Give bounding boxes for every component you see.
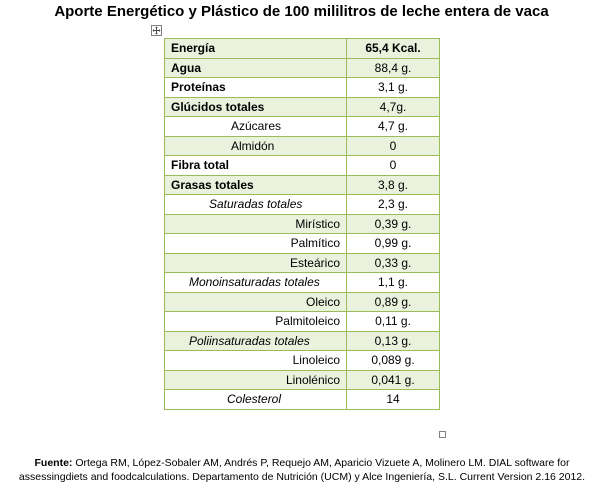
nutrition-table xyxy=(164,38,440,410)
table-row xyxy=(165,195,440,215)
nutrient-label: Esteárico xyxy=(165,253,347,273)
nutrient-label: Palmitoleico xyxy=(165,312,347,332)
nutrient-value: 2,3 g. xyxy=(347,195,440,215)
table-row xyxy=(165,156,440,176)
nutrient-label: Poliinsaturadas totales xyxy=(165,331,347,351)
nutrient-value: 0 xyxy=(347,156,440,176)
nutrient-value: 3,8 g. xyxy=(347,175,440,195)
table-row xyxy=(165,214,440,234)
nutrient-label: Linoleico xyxy=(165,351,347,371)
source-label: Fuente: xyxy=(34,457,73,469)
table-row xyxy=(165,292,440,312)
nutrient-value: 0,99 g. xyxy=(347,234,440,254)
nutrient-value: 3,1 g. xyxy=(347,78,440,98)
nutrient-value: 0 xyxy=(347,136,440,156)
nutrient-label: Monoinsaturadas totales xyxy=(165,273,347,293)
table-row xyxy=(165,351,440,371)
nutrient-label: Glúcidos totales xyxy=(165,97,347,117)
table-row xyxy=(165,136,440,156)
source-text: Ortega RM, López-Sobaler AM, Andrés P, Requejo AM, Aparicio Vizuete A, Molinero LM. DIAL software for assessingdiets and foodcalculations. Departamento de Nutrición (UCM) y Alce Ingeniería, S.L. Current Version 2.16 2012. xyxy=(18,457,586,483)
nutrient-label: Almidón xyxy=(165,136,347,156)
table-row xyxy=(165,331,440,351)
nutrient-label: Proteínas xyxy=(165,78,347,98)
nutrient-value: 0,33 g. xyxy=(347,253,440,273)
nutrient-value: 0,13 g. xyxy=(347,331,440,351)
table-row xyxy=(165,117,440,137)
table-row xyxy=(165,234,440,254)
source-note xyxy=(12,457,592,484)
nutrient-value: 4,7 g. xyxy=(347,117,440,137)
move-arrows-icon[interactable] xyxy=(151,25,162,36)
nutrient-value: 65,4 Kcal. xyxy=(347,39,440,59)
nutrient-value: 1,1 g. xyxy=(347,273,440,293)
page-title: Aporte Energético y Plástico de 100 mililitros de leche entera de vaca xyxy=(54,3,549,20)
nutrient-value: 0,11 g. xyxy=(347,312,440,332)
table-row xyxy=(165,78,440,98)
table-row xyxy=(165,390,440,410)
nutrient-label: Colesterol xyxy=(165,390,347,410)
nutrient-label: Agua xyxy=(165,58,347,78)
table-row xyxy=(165,97,440,117)
table-row xyxy=(165,370,440,390)
table-row xyxy=(165,312,440,332)
nutrient-label: Palmítico xyxy=(165,234,347,254)
nutrient-label: Linolénico xyxy=(165,370,347,390)
nutrient-value: 14 xyxy=(347,390,440,410)
nutrient-label: Azúcares xyxy=(165,117,347,137)
nutrient-value: 88,4 g. xyxy=(347,58,440,78)
resize-handle-icon[interactable] xyxy=(439,431,446,438)
nutrient-value: 4,7g. xyxy=(347,97,440,117)
table-row xyxy=(165,273,440,293)
nutrient-label: Mirístico xyxy=(165,214,347,234)
nutrient-label: Oleico xyxy=(165,292,347,312)
nutrient-value: 0,041 g. xyxy=(347,370,440,390)
nutrient-value: 0,39 g. xyxy=(347,214,440,234)
table-row xyxy=(165,253,440,273)
nutrient-value: 0,89 g. xyxy=(347,292,440,312)
table-row xyxy=(165,39,440,59)
nutrient-label: Energía xyxy=(165,39,347,59)
table-row xyxy=(165,58,440,78)
nutrient-label: Saturadas totales xyxy=(165,195,347,215)
nutrient-label: Fibra total xyxy=(165,156,347,176)
nutrient-value: 0,089 g. xyxy=(347,351,440,371)
nutrient-label: Grasas totales xyxy=(165,175,347,195)
table-row xyxy=(165,175,440,195)
